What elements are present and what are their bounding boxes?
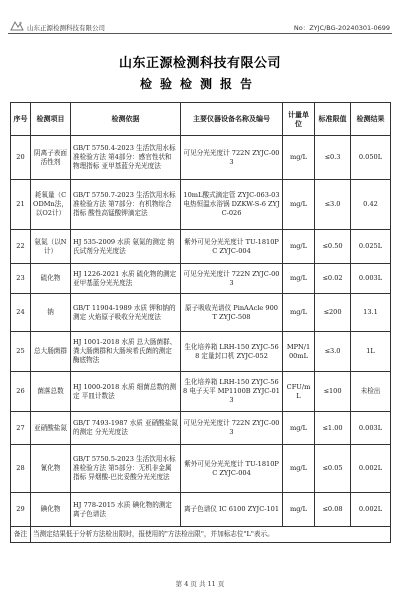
row-unit: mg/L — [283, 412, 315, 445]
row-equipment: 紫外可见分光光度计 TU-1810PC ZYJC-004 — [181, 445, 283, 493]
row-limit: ≤3.0 — [315, 332, 351, 372]
row-limit: ≤0.02 — [315, 264, 351, 294]
row-basis: HJ 778-2015 水质 碘化物的测定 离子色谱法 — [71, 493, 181, 527]
table-row — [11, 412, 391, 445]
row-seq: 25 — [11, 332, 31, 372]
report-number: No：ZYJC/BG-20240301-0699 — [293, 24, 390, 32]
row-basis: GB/T 5750.5-2023 生活饮用水标准检验方法 第5部分：无机非金属指标 异烟酸-巴比妥酸分光光度法 — [71, 445, 181, 493]
row-item: 总大肠菌群 — [31, 332, 71, 372]
row-result: 0.003L — [351, 412, 391, 445]
row-item: 耗氧量（CODMn法，以O2计） — [31, 180, 71, 230]
row-unit: mg/L — [283, 230, 315, 264]
table-header-row — [11, 103, 391, 136]
row-basis: HJ 535-2009 水质 氨氮的测定 纳氏试剂分光光度法 — [71, 230, 181, 264]
table-row — [11, 372, 391, 412]
row-item: 亚硝酸盐氮 — [31, 412, 71, 445]
row-limit: ≤0.05 — [315, 445, 351, 493]
column-header-seq: 序号 — [11, 103, 31, 136]
row-result: 0.025L — [351, 230, 391, 264]
row-unit: MPN/100mL — [283, 332, 315, 372]
row-equipment: 生化培养箱 LRH-150 ZYJC-568 电子天平 MP1100B ZYJC-013 — [181, 372, 283, 412]
row-basis: GB/T 7493-1987 水质 亚硝酸盐氮的测定 分光光度法 — [71, 412, 181, 445]
row-seq: 27 — [11, 412, 31, 445]
row-limit: ≤3.0 — [315, 180, 351, 230]
row-basis: GB/T 5750.4-2023 生活饮用水标准检验方法 第4部分：感官性状和物理指标 亚甲基蓝分光光度法 — [71, 136, 181, 180]
row-seq: 29 — [11, 493, 31, 527]
table-row — [11, 445, 391, 493]
row-seq: 22 — [11, 230, 31, 264]
row-item: 氨氮（以N计） — [31, 230, 71, 264]
row-limit: ≤200 — [315, 294, 351, 332]
row-item: 钠 — [31, 294, 71, 332]
row-equipment: 可见分光光度计 722N ZYJC-003 — [181, 136, 283, 180]
table-row — [11, 264, 391, 294]
table-row — [11, 136, 391, 180]
test-results-table — [10, 102, 391, 543]
header-company-name: 山东正源检测科技有限公司 — [27, 24, 105, 32]
row-equipment: 10mL酸式滴定管 ZYJC-063-03 电热恒温水浴锅 DZKW-S-6 ZYJC-026 — [181, 180, 283, 230]
row-equipment: 离子色谱仪 IC 6100 ZYJC-101 — [181, 493, 283, 527]
row-seq: 21 — [11, 180, 31, 230]
row-unit: mg/L — [283, 294, 315, 332]
table-row — [11, 332, 391, 372]
row-unit: mg/L — [283, 493, 315, 527]
column-header-limit: 标准限值 — [315, 103, 351, 136]
column-header-unit: 计量单位 — [283, 103, 315, 136]
row-limit: ≤1.00 — [315, 412, 351, 445]
row-basis: GB/T 5750.7-2023 生活饮用水标准检验方法 第7部分：有机物综合指标 酸性高锰酸钾滴定法 — [71, 180, 181, 230]
column-header-basis: 检测依据 — [71, 103, 181, 136]
note-label: 备注 — [11, 527, 31, 543]
column-header-equipment: 主要仪器设备名称及编号 — [181, 103, 283, 136]
row-limit: ≤0.08 — [315, 493, 351, 527]
row-result: 0.002L — [351, 493, 391, 527]
row-seq: 24 — [11, 294, 31, 332]
row-seq: 26 — [11, 372, 31, 412]
row-item: 阴离子表面活性剂 — [31, 136, 71, 180]
row-result: 13.1 — [351, 294, 391, 332]
row-unit: mg/L — [283, 180, 315, 230]
page-footer: 第 4 页 共 11 页 — [175, 580, 225, 588]
row-limit: ≤0.3 — [315, 136, 351, 180]
row-unit: mg/L — [283, 136, 315, 180]
row-equipment: 可见分光光度计 722N ZYJC-003 — [181, 412, 283, 445]
row-item: 碘化物 — [31, 493, 71, 527]
row-unit: mg/L — [283, 445, 315, 493]
row-seq: 23 — [11, 264, 31, 294]
report-title: 山东正源检测科技有限公司 — [118, 56, 281, 71]
report-subtitle: 检验检测报告 — [139, 77, 260, 91]
row-basis: HJ 1001-2018 水质 总大肠菌群、粪大肠菌群和大肠埃希氏菌的测定 酶底物法 — [71, 332, 181, 372]
table-row — [11, 180, 391, 230]
row-basis: HJ 1226-2021 水质 硫化物的测定 亚甲基蓝分光光度法 — [71, 264, 181, 294]
column-header-result: 检测结果 — [351, 103, 391, 136]
page-header — [0, 0, 400, 40]
header-divider — [8, 33, 392, 34]
table-row — [11, 230, 391, 264]
row-equipment: 原子吸收光谱仪 PinAAcle 900T ZYJC-508 — [181, 294, 283, 332]
note-text: 当测定结果低于分析方法检出限时，报使用的"方法检出限"，并加标志位"L"表示。 — [31, 527, 391, 543]
row-result: 未检出 — [351, 372, 391, 412]
row-unit: mg/L — [283, 264, 315, 294]
row-item: 硫化物 — [31, 264, 71, 294]
row-item: 菌落总数 — [31, 372, 71, 412]
row-result: 0.050L — [351, 136, 391, 180]
column-header-item: 检测项目 — [31, 103, 71, 136]
row-equipment: 可见分光光度计 722N ZYJC-003 — [181, 264, 283, 294]
row-result: 0.002L — [351, 445, 391, 493]
row-limit: ≤100 — [315, 372, 351, 412]
row-result: 0.003L — [351, 264, 391, 294]
row-equipment: 紫外可见分光光度计 TU-1810PC ZYJC-004 — [181, 230, 283, 264]
table-note-row — [11, 527, 391, 543]
row-item: 氰化物 — [31, 445, 71, 493]
table-row — [11, 493, 391, 527]
row-result: 1L — [351, 332, 391, 372]
row-result: 0.42 — [351, 180, 391, 230]
company-logo-icon — [10, 20, 24, 32]
row-seq: 20 — [11, 136, 31, 180]
row-limit: ≤0.50 — [315, 230, 351, 264]
row-basis: GB/T 11904-1989 水质 钾和钠的测定 火焰原子吸收分光光度法 — [71, 294, 181, 332]
table-row — [11, 294, 391, 332]
row-unit: CFU/mL — [283, 372, 315, 412]
row-seq: 28 — [11, 445, 31, 493]
row-equipment: 生化培养箱 LRH-150 ZYJC-568 定量封口机 ZYJC-052 — [181, 332, 283, 372]
row-basis: HJ 1000-2018 水质 细菌总数的测定 平皿计数法 — [71, 372, 181, 412]
